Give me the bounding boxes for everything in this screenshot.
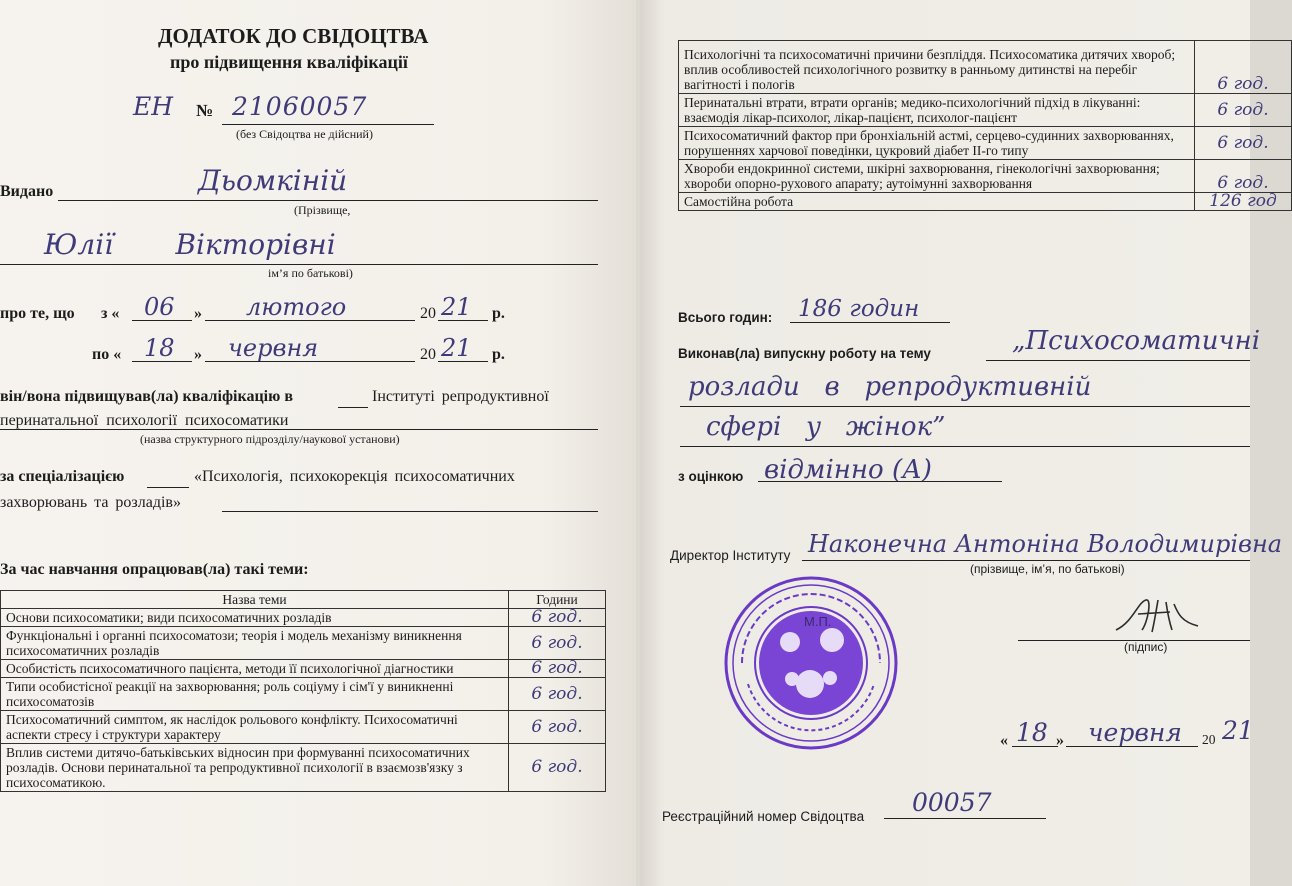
name-caption: ім’я по батькові) — [268, 266, 353, 280]
from-year: 21 — [441, 293, 472, 321]
topic-name: Самостійна робота — [679, 193, 1195, 211]
document-subtitle: про підвищення кваліфікації — [170, 52, 408, 72]
registration-underline — [884, 818, 1046, 819]
date-month-underline — [1066, 746, 1198, 747]
director-name: Наконечна Антоніна Володимирівна — [808, 530, 1283, 558]
table-row — [679, 41, 1292, 94]
to-year-prefix: 20 — [420, 346, 436, 363]
specialization-line2: захворювань та розладів» — [0, 494, 181, 511]
topics-table-right — [678, 40, 1292, 211]
date-day-underline — [1012, 746, 1058, 747]
date-day: 18 — [1016, 718, 1048, 747]
topic-hours: 6 год. — [1195, 41, 1292, 94]
table-row — [1, 678, 606, 711]
topic-name: Вплив системи дитячо-батьківських відносин при формуванні психосоматичних розладів. Основи перинатальної та репродуктивної психології в взаємозв'язку з психосоматикою. — [1, 744, 509, 792]
date-close-quote: » — [1056, 732, 1064, 749]
director-label: Директор Інституту — [670, 548, 791, 563]
from-day-underline — [132, 320, 192, 321]
thesis-line2: розлади в репродуктивній — [688, 372, 1092, 402]
number-label: № — [196, 101, 214, 120]
table-row — [679, 127, 1292, 160]
topic-hours: 6 год. — [1195, 94, 1292, 127]
grade-value: відмінно (А) — [764, 455, 932, 485]
total-hours-value: 186 годин — [798, 296, 920, 322]
specialization-line1: «Психологія, психокорекція психосоматичних — [194, 468, 515, 485]
date-open-quote: « — [1000, 732, 1008, 749]
table-row — [1, 627, 606, 660]
signature-caption: (підпис) — [1124, 640, 1168, 654]
thesis-line3: сфері у жінок” — [706, 412, 946, 442]
thesis-label: Виконав(ла) випускну роботу на тему — [678, 346, 931, 361]
number-underline — [222, 124, 434, 125]
table-header-topic: Назва теми — [1, 591, 509, 609]
director-caption: (прізвище, ім’я, по батькові) — [970, 562, 1125, 576]
surname-caption: (Прізвище, — [294, 203, 351, 217]
topic-name: Хвороби ендокринної системи, шкірні захворювання, гінекологічні захворювання; хвороби опорно-рухового апарату; аутоімунні захворювання — [679, 160, 1195, 193]
topic-name: Психосоматичний симптом, як наслідок рольового конфлікту. Психосоматичні аспекти стресу і структури характеру — [1, 711, 509, 744]
thesis-underline3 — [680, 446, 1250, 447]
topic-name: Психологічні та психосоматичні причини безпліддя. Психосоматика дитячих хвороб; вплив особливостей психологічного розвитку в ранньому дитинстві на перебіг вагітності і пологів — [679, 41, 1195, 94]
from-label: з « — [101, 305, 120, 322]
date-year: 21 — [1222, 716, 1254, 745]
to-month-underline — [205, 361, 415, 362]
stamp-mp: М.П. — [804, 614, 832, 629]
table-row — [1, 609, 606, 627]
number-note: (без Свідоцтва не дійсний) — [236, 127, 373, 141]
document-title: ДОДАТОК ДО СВІДОЦТВА — [158, 24, 429, 48]
institute-underline — [0, 429, 598, 430]
table-row — [679, 94, 1292, 127]
table-row — [1, 744, 606, 792]
surname-underline — [58, 200, 598, 201]
specialization-underline — [222, 511, 598, 512]
topic-name: Психосоматичний фактор при бронхіальній астмі, серцево-судинних захворюваннях, порушеннях харчової поведінки, цукровий діабет ІІ-го типу — [679, 127, 1195, 160]
table-header-hours: Години — [509, 591, 606, 609]
date-month: червня — [1088, 718, 1182, 747]
topic-hours: 6 год. — [1195, 127, 1292, 160]
specialization-blank — [147, 487, 189, 488]
institute-stamp — [722, 574, 900, 752]
total-hours-label: Всього годин: — [678, 310, 773, 325]
table-row — [679, 193, 1292, 211]
institute-line2: перинатальної психології психосоматики — [0, 412, 289, 429]
topic-hours: 6 год. — [509, 627, 606, 660]
director-signature — [1108, 592, 1208, 642]
topic-hours: 6 год. — [509, 660, 606, 678]
specialization-label: за спеціалізацією — [0, 468, 125, 485]
grade-label: з оцінкою — [678, 469, 744, 484]
topic-hours: 6 год. — [509, 711, 606, 744]
qualified-label: він/вона підвищував(ла) кваліфікацію в — [0, 388, 293, 405]
table-header-row — [1, 591, 606, 609]
from-quote: » — [194, 305, 202, 322]
certificate-number: 21060057 — [232, 92, 368, 121]
total-hours-underline — [790, 322, 950, 323]
thesis-line1: „Психосоматичні — [1012, 326, 1261, 356]
institute-line1: Інституті репродуктивної — [372, 388, 549, 405]
topic-hours: 6 год. — [1195, 160, 1292, 193]
name-underline — [0, 264, 598, 265]
registration-label: Реєстраційний номер Свідоцтва — [662, 809, 865, 824]
director-underline — [802, 560, 1250, 561]
table-row — [679, 160, 1292, 193]
to-day-underline — [132, 361, 192, 362]
from-year-suffix: р. — [492, 305, 505, 322]
institute-caption: (назва структурного підрозділу/наукової установи) — [140, 432, 400, 446]
topic-name: Перинатальні втрати, втрати органів; медико-психологічний підхід в лікуванні: взаємодія лікар-психолог, лікар-пацієнт, психолог-пацієнт — [679, 94, 1195, 127]
date-year-prefix: 20 — [1202, 732, 1216, 747]
name-patronymic-value: Юлії Вікторівні — [44, 228, 336, 261]
from-month: лютого — [246, 293, 347, 321]
topic-hours: 6 год. — [509, 609, 606, 627]
to-year-suffix: р. — [492, 346, 505, 363]
to-year: 21 — [441, 334, 472, 362]
topic-name: Особистість психосоматичного пацієнта, методи її психологічної діагностики — [1, 660, 509, 678]
left-page — [0, 0, 636, 886]
table-row — [1, 711, 606, 744]
institute-blank — [338, 407, 368, 408]
thesis-underline2 — [680, 406, 1250, 407]
series-prefix: ЕН — [133, 92, 174, 121]
grade-underline — [758, 481, 1002, 482]
issued-label: Видано — [0, 183, 54, 200]
about-label: про те, що — [0, 305, 75, 322]
topics-table-left — [0, 590, 606, 792]
to-month: червня — [228, 334, 319, 362]
from-day: 06 — [144, 293, 175, 321]
topic-name: Основи психосоматики; види психосоматичних розладів — [1, 609, 509, 627]
to-day: 18 — [144, 334, 175, 362]
topic-hours: 126 год — [1195, 193, 1292, 211]
to-label: по « — [92, 346, 122, 363]
topic-hours: 6 год. — [509, 678, 606, 711]
topic-name: Типи особистісної реакції на захворювання; роль соціуму і сім'ї у виникненні психосоматозів — [1, 678, 509, 711]
to-year-underline — [438, 361, 488, 362]
registration-value: 00057 — [912, 788, 992, 817]
thesis-underline1 — [986, 360, 1250, 361]
from-month-underline — [205, 320, 415, 321]
topic-name: Функціональні і органні психосоматози; теорія і модель механізму виникнення психосоматичних розладів — [1, 627, 509, 660]
from-year-prefix: 20 — [420, 305, 436, 322]
table-row — [1, 660, 606, 678]
topics-heading: За час навчання опрацював(ла) такі теми: — [0, 561, 309, 578]
surname-value: Дьомкіній — [198, 164, 348, 197]
from-year-underline — [438, 320, 488, 321]
topic-hours: 6 год. — [509, 744, 606, 792]
to-quote: » — [194, 346, 202, 363]
right-page — [640, 0, 1283, 886]
